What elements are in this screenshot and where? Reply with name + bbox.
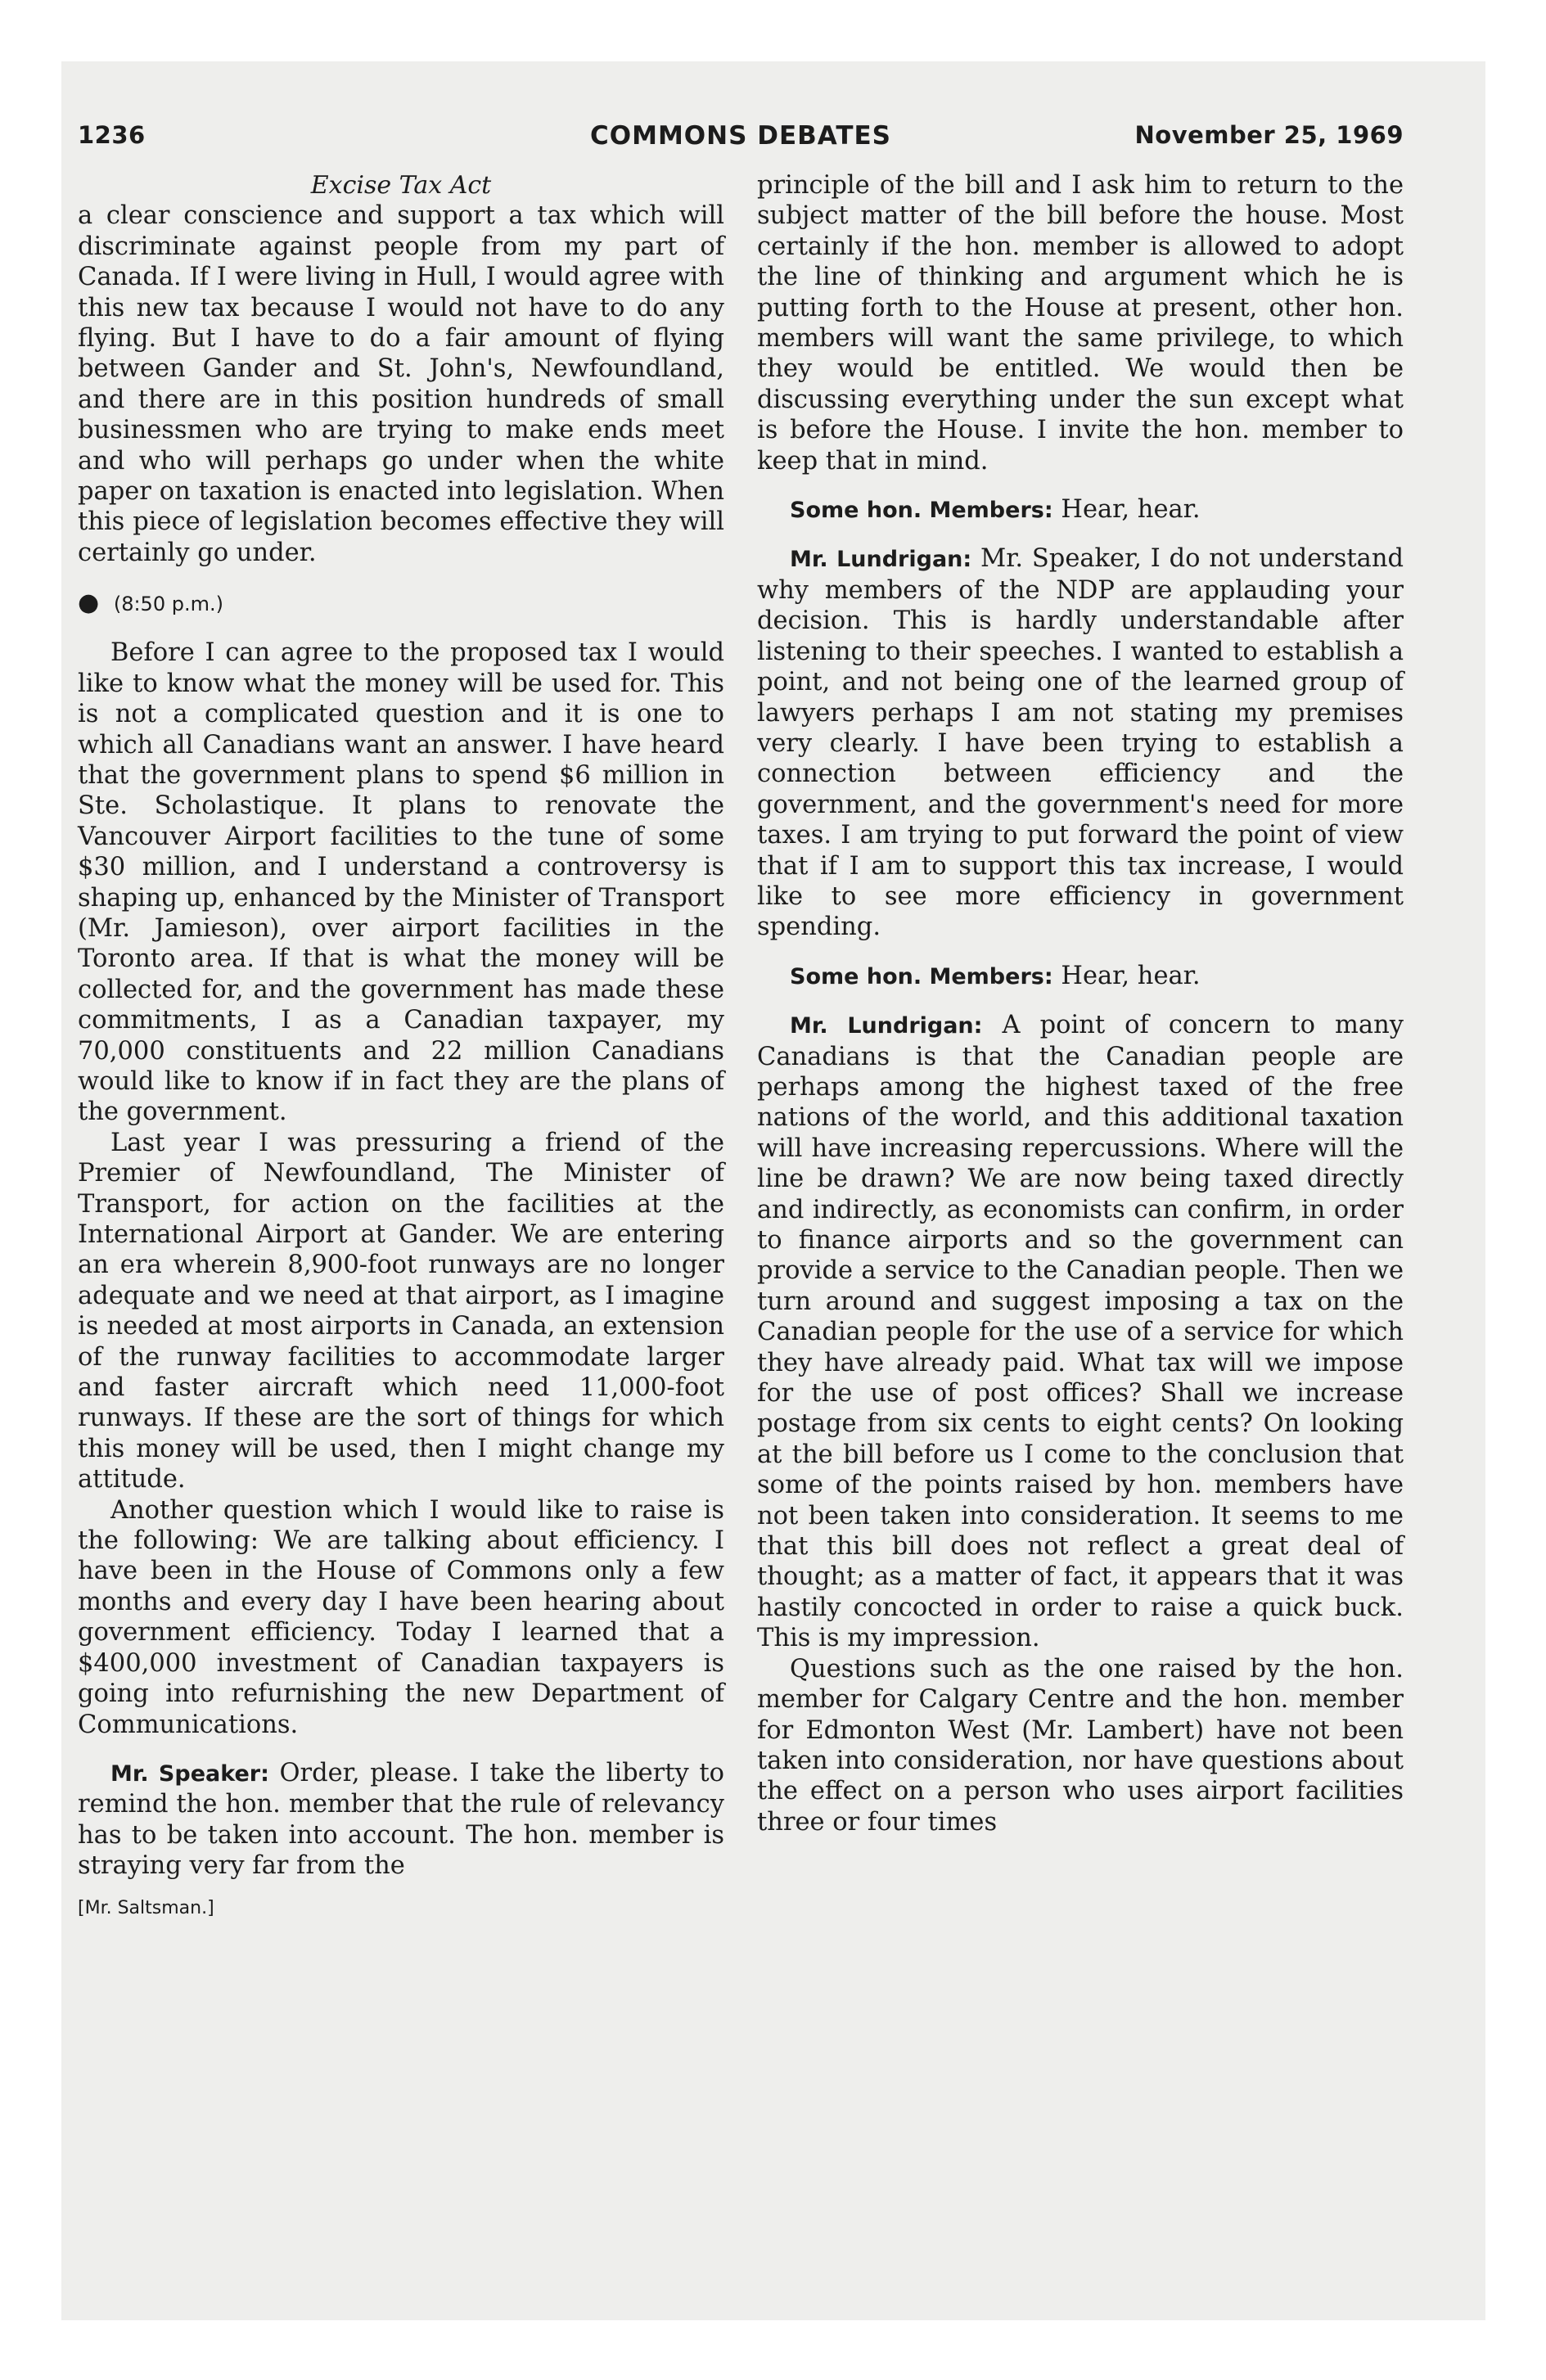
speech-paragraph bbox=[757, 961, 1404, 992]
speaker-name: Some hon. Members: bbox=[790, 498, 1053, 524]
text-columns bbox=[78, 170, 1404, 1921]
paragraph: Before I can agree to the proposed tax I would like to know what the money will be used for. This is not a complicated question and it is one to which all Canadians want an answer. I have heard that the government plans to spend $6 million in Ste. Scholastique. It plans to renovate the Vancouver Airport facilities to the tune of some $30 million, and I understand a controversy is shaping up, enhanced by the Minister of Transport (Mr. Jamieson), over airport facilities in the Toronto area. If that is what the money will be collected for, and the government has made these commitments, I as a Canadian taxpayer, my 70,000 constituents and 22 million Canadians would like to know if in fact they are the plans of the government. bbox=[78, 638, 724, 1127]
speech-paragraph bbox=[757, 543, 1404, 942]
publication-date: November 25, 1969 bbox=[1134, 121, 1404, 149]
speech-text: Hear, hear. bbox=[1061, 961, 1201, 990]
speech-text: Mr. Speaker, I do not understand why members of the NDP are applauding your decision. This is hardly understandable after listening to their speeches. I wanted to establish a point, and not being one of the learned group of lawyers perhaps I am not stating my premises very clearly. I have been trying to establish a connection between efficiency and the government, and the government's need for more taxes. I am trying to put forward the point of view that if I am to support this tax increase, I would like to see more efficiency in government spending. bbox=[757, 544, 1404, 942]
paragraph: Questions such as the one raised by the hon. member for Calgary Centre and the hon. member for Edmonton West (Mr. Lambert) have not been taken into consideration, nor have questions about the effect on a person who uses airport facilities three or four times bbox=[757, 1654, 1404, 1837]
page-content bbox=[78, 121, 1404, 1921]
publication-title: COMMONS DEBATES bbox=[590, 121, 891, 151]
right-column bbox=[757, 170, 1404, 1921]
speech-text: Order, please. I take the liberty to remind the hon. member that the rule of relevancy has to be taken into account. The hon. member is straying very far from the bbox=[78, 1758, 724, 1881]
timestamp-text: (8:50 p.m.) bbox=[113, 593, 223, 616]
speech-paragraph bbox=[78, 1758, 724, 1882]
speaker-name: Some hon. Members: bbox=[790, 963, 1053, 989]
paragraph: principle of the bill and I ask him to return to the subject matter of the bill before the house. Most certainly if the hon. member is allowed to adopt the line of thinking and argument which he is putting forth to the House at present, other hon. members will want the same privilege, to which they would be entitled. We would then be discussing everything under the sun except what is before the House. I invite the hon. member to keep that in mind. bbox=[757, 171, 1404, 476]
timestamp bbox=[78, 588, 724, 618]
paragraph: Last year I was pressuring a friend of the Premier of Newfoundland, The Minister of Transport, for action on the facilities at the International Airport at Gander. We are entering an era wherein 8,900-foot runways are no longer adequate and we need at that airport, as I imagine is needed at most airports in Canada, an extension of the runway facilities to accommodate larger and faster aircraft which need 11,000-foot runways. If these are the sort of things for which this money will be used, then I might change my attitude. bbox=[78, 1128, 724, 1494]
speech-paragraph bbox=[757, 494, 1404, 525]
paragraph: Another question which I would like to raise is the following: We are talking about efficiency. I have been in the House of Commons only a few months and every day I have been hearing about government efficiency. Today I learned that a $400,000 investment of Canadian taxpayers is going into refurnishing the new Department of Communications. bbox=[78, 1495, 724, 1739]
footer-note: [Mr. Saltsman.] bbox=[78, 1897, 214, 1918]
running-title: Excise Tax Act bbox=[310, 171, 492, 200]
left-column bbox=[78, 170, 724, 1921]
speech-paragraph bbox=[757, 1010, 1404, 1654]
speaker-name: Mr. Lundrigan: bbox=[790, 1013, 983, 1039]
speech-text: Hear, hear. bbox=[1061, 495, 1201, 525]
paragraph: a clear conscience and support a tax which will discriminate against people from my part of Canada. If I were living in Hull, I would agree with this new tax because I would not have to do any flying. But I have to do a fair amount of flying between Gander and St. John's, Newfoundland, and there are in this position hundreds of small businessmen who are trying to make ends meet and who will perhaps go under when the white paper on taxation is enacted into legislation. When this piece of legislation becomes effective they will certainly go under. bbox=[78, 201, 724, 567]
page-header bbox=[78, 121, 1404, 170]
speaker-name: Mr. Speaker: bbox=[110, 1760, 269, 1787]
speech-text: A point of concern to many Canadians is that the Canadian people are perhaps among the highest taxed of the free nations of the world, and this additional taxation will have increasing repercussions. Where will the line be drawn? We are now being taxed directly and indirectly, as economists can confirm, in order to finance airports and so the government can provide a service to the Canadian people. Then we turn around and suggest imposing a tax on the Canadian people for the use of a service for which they have already paid. What tax will we impose for the use of post offices? Shall we increase postage from six cents to eight cents? On looking at the bill before us I come to the conclusion that some of the points raised by hon. members have not been taken into consideration. It seems to me that this bill does not reflect a great deal of thought; as a matter of fact, it appears that it was hastily concocted in order to raise a quick buck. This is my impression. bbox=[757, 1011, 1404, 1653]
bullet-icon: ● bbox=[78, 588, 100, 618]
page-number: 1236 bbox=[78, 121, 146, 149]
speaker-name: Mr. Lundrigan: bbox=[790, 547, 972, 573]
